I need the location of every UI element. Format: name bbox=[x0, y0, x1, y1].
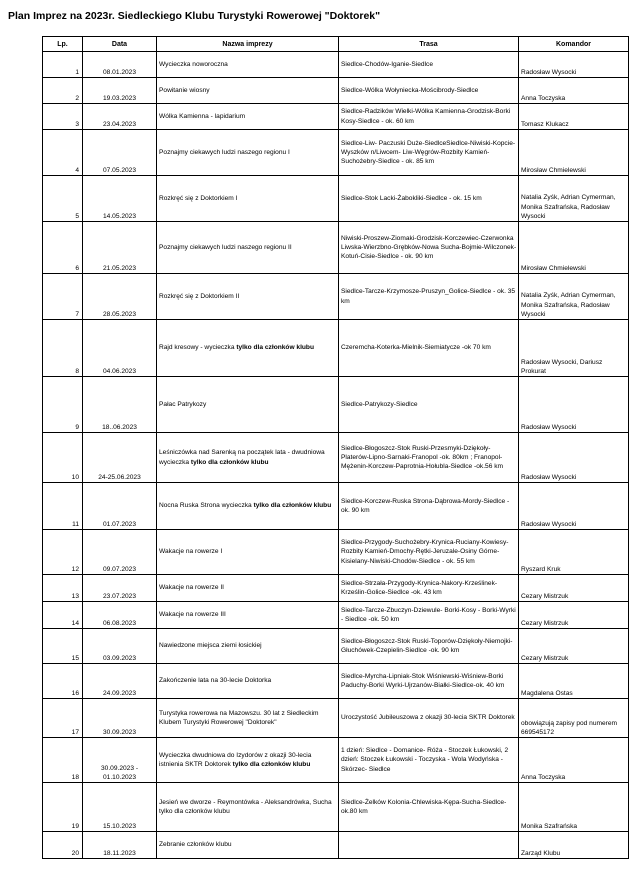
row-name: Jesień we dworze - Reymontówka - Aleksandrówka, Sucha tylko dla członków klubu bbox=[157, 783, 339, 832]
row-lp: 7 bbox=[43, 274, 83, 320]
table-row bbox=[43, 699, 629, 738]
row-lp: 18 bbox=[43, 738, 83, 783]
row-route: Siedlce-Stok Lacki-Żabokliki-Siedlce - ok. 15 km bbox=[339, 176, 519, 222]
row-commander: Anna Toczyska bbox=[519, 78, 629, 104]
row-lp: 2 bbox=[43, 78, 83, 104]
table-row bbox=[43, 52, 629, 78]
row-route: Siedlce-Radzików Wielki-Wólka Kamienna-Grodzisk-Borki Kosy-Siedlce - ok. 60 km bbox=[339, 104, 519, 130]
row-commander: Natalia Zyśk, Adrian Cymerman, Monika Szafrańska, Radosław Wysocki bbox=[519, 274, 629, 320]
header-lp: Lp. bbox=[43, 37, 83, 52]
table-row bbox=[43, 274, 629, 320]
row-lp: 16 bbox=[43, 664, 83, 699]
row-date: 24.09.2023 bbox=[83, 664, 157, 699]
row-name bbox=[157, 483, 339, 530]
row-name: Rozkręć się z Doktorkiem II bbox=[157, 274, 339, 320]
row-date: 01.07.2023 bbox=[83, 483, 157, 530]
row-name: Pałac Patrykozy bbox=[157, 377, 339, 433]
table-row bbox=[43, 738, 629, 783]
row-name: Rozkręć się z Doktorkiem I bbox=[157, 176, 339, 222]
row-date: 06.08.2023 bbox=[83, 602, 157, 629]
members-only-note: tylko dla członków klubu bbox=[232, 761, 311, 768]
row-route: Siedlce-Błogoszcz-Stok Ruski-Przesmyki-Dziękoły-Platerów-Lipno-Sarnaki-Franopol -ok. 80km ; Franopol-Mężenin-Korczew-Paprotnia-Hołubla-Siedlce -ok.56 km bbox=[339, 433, 519, 483]
row-name-text: Rajd kresowy - wycieczka bbox=[159, 344, 237, 352]
row-commander: Natalia Zyśk, Adrian Cymerman, Monika Szafrańska, Radosław Wysocki bbox=[519, 176, 629, 222]
row-date: 09.07.2023 bbox=[83, 530, 157, 575]
row-commander: Radosław Wysocki bbox=[519, 483, 629, 530]
row-date: 14.05.2023 bbox=[83, 176, 157, 222]
row-route: Siedlce-Tarcze-Zbuczyn-Dziewule- Borki-Kosy - Borki-Wyrki - Siedlce -ok. 50 km bbox=[339, 602, 519, 629]
row-commander: Tomasz Klukacz bbox=[519, 104, 629, 130]
row-commander: Cezary Mistrzuk bbox=[519, 629, 629, 664]
row-commander: Ryszard Kruk bbox=[519, 530, 629, 575]
row-name: Wakacje na rowerze III bbox=[157, 602, 339, 629]
table-row bbox=[43, 664, 629, 699]
row-commander: Radosław Wysocki bbox=[519, 52, 629, 78]
table-row bbox=[43, 602, 629, 629]
row-lp: 15 bbox=[43, 629, 83, 664]
members-only-note: tylko dla członków klubu bbox=[190, 458, 269, 466]
row-name: Wakacje na rowerze II bbox=[157, 575, 339, 602]
row-date: 23.07.2023 bbox=[83, 575, 157, 602]
row-commander: Cezary Mistrzuk bbox=[519, 575, 629, 602]
row-route: Siedlce-Żelków Kolonia-Chlewiska-Kępa-Sucha-Siedlce-ok.80 km bbox=[339, 783, 519, 832]
header-route: Trasa bbox=[339, 37, 519, 52]
row-route: Siedlce-Korczew-Ruska Strona-Dąbrowa-Mordy-Siedlce - ok. 90 km bbox=[339, 483, 519, 530]
row-lp: 17 bbox=[43, 699, 83, 738]
row-date: 08.01.2023 bbox=[83, 52, 157, 78]
row-route: Uroczystość Jubileuszowa z okazji 30-lecia SKTR Doktorek bbox=[339, 699, 519, 738]
row-date: 04.06.2023 bbox=[83, 320, 157, 377]
row-lp: 4 bbox=[43, 130, 83, 176]
row-commander: obowiązują zapisy pod numerem 669545172 bbox=[519, 699, 629, 738]
row-date: 28.05.2023 bbox=[83, 274, 157, 320]
row-name: Powitanie wiosny bbox=[157, 78, 339, 104]
row-name-text: Leśniczówka nad Sarenką na początek lata - dwudniowa wycieczka bbox=[159, 449, 325, 466]
table-row bbox=[43, 575, 629, 602]
header-row bbox=[43, 37, 629, 52]
row-route: Siedlce-Patrykozy-Siedlce bbox=[339, 377, 519, 433]
row-lp: 9 bbox=[43, 377, 83, 433]
row-date: 19.03.2023 bbox=[83, 78, 157, 104]
header-commander: Komandor bbox=[519, 37, 629, 52]
members-only-note: tylko dla członków klubu bbox=[253, 502, 332, 510]
row-route: Czeremcha-Koterka-Mielnik-Siemiatycze -ok 70 km bbox=[339, 320, 519, 377]
row-date: 03.09.2023 bbox=[83, 629, 157, 664]
row-date: 15.10.2023 bbox=[83, 783, 157, 832]
row-route: Siedlce-Liw- Paczuski Duże-SiedlceSiedlce-Niwiski-Kopcie- Wyszków n/Liwcem- Liw-Węgrów-Rozbity Kamień- Suchożebry-Siedlce - ok. 85 km bbox=[339, 130, 519, 176]
row-commander: Monika Szafrańska bbox=[519, 783, 629, 832]
row-date: 07.05.2023 bbox=[83, 130, 157, 176]
row-commander: Magdalena Ostas bbox=[519, 664, 629, 699]
row-name-text: Nocna Ruska Strona wycieczka bbox=[159, 502, 254, 510]
row-date: 21.05.2023 bbox=[83, 222, 157, 274]
row-lp: 13 bbox=[43, 575, 83, 602]
row-lp: 19 bbox=[43, 783, 83, 832]
row-lp: 8 bbox=[43, 320, 83, 377]
table-row bbox=[43, 483, 629, 530]
row-commander: Mirosław Chmielewski bbox=[519, 130, 629, 176]
header-date: Data bbox=[83, 37, 157, 52]
row-lp: 1 bbox=[43, 52, 83, 78]
table-row bbox=[43, 104, 629, 130]
row-commander: Mirosław Chmielewski bbox=[519, 222, 629, 274]
table-row bbox=[43, 130, 629, 176]
table-row bbox=[43, 530, 629, 575]
row-date: 30.09.2023 bbox=[83, 699, 157, 738]
row-name-text: Wycieczka dwudniowa do Izydorów z okazji 30-lecia istnienia SKTR Doktorek bbox=[159, 751, 312, 768]
header-name: Nazwa imprezy bbox=[157, 37, 339, 52]
row-route: 1 dzień: Siedlce - Domanice- Róża - Stoczek Łukowski, 2 dzień: Stoczek Łukowski - Toczyska - Wola Wodyńska - Skórzec- Siedlce bbox=[339, 738, 519, 783]
events-table bbox=[42, 36, 629, 859]
row-name bbox=[157, 738, 339, 783]
row-name: Zakończenie lata na 30-lecie Doktorka bbox=[157, 664, 339, 699]
row-commander: Zarząd Klubu bbox=[519, 832, 629, 859]
row-lp: 14 bbox=[43, 602, 83, 629]
row-route: Siedlce-Strzała-Przygody-Krynica-Nakory-Krześlinek-Krześlin-Golice-Siedlce -ok. 43 km bbox=[339, 575, 519, 602]
table-row bbox=[43, 78, 629, 104]
row-commander: Cezary Mistrzuk bbox=[519, 602, 629, 629]
table-row bbox=[43, 433, 629, 483]
row-route: Siedlce-Myrcha-Lipniak-Stok Wiśniewski-Wiśniew-Borki Paduchy-Borki Wyrki-Ujrzanów-Białki-Siedlce-ok. 40 km bbox=[339, 664, 519, 699]
row-name: Wycieczka noworoczna bbox=[157, 52, 339, 78]
row-name: Zebranie członków klubu bbox=[157, 832, 339, 859]
table-row bbox=[43, 222, 629, 274]
table-row bbox=[43, 320, 629, 377]
row-route: Siedlce-Chodów-Iganie-Siedlce bbox=[339, 52, 519, 78]
row-date: 23.04.2023 bbox=[83, 104, 157, 130]
row-lp: 3 bbox=[43, 104, 83, 130]
row-lp: 12 bbox=[43, 530, 83, 575]
row-route: Siedlce-Przygody-Suchożebry-Krynica-Ruciany-Kowiesy-Rozbity Kamień-Dmochy-Rętki-Jeruzale-Osiny Górne-Kisielany-Niwiski-Chodów-Siedlce - ok. 55 km bbox=[339, 530, 519, 575]
table-row bbox=[43, 629, 629, 664]
row-lp: 11 bbox=[43, 483, 83, 530]
row-commander: Anna Toczyska bbox=[519, 738, 629, 783]
row-date: 18.11.2023 bbox=[83, 832, 157, 859]
row-date: 18..06.2023 bbox=[83, 377, 157, 433]
row-name: Nawiedzone miejsca ziemi łosickiej bbox=[157, 629, 339, 664]
row-date: 24-25.06.2023 bbox=[83, 433, 157, 483]
members-only-note: tylko dla członków klubu bbox=[236, 344, 314, 352]
row-name: Poznajmy ciekawych ludzi naszego regionu II bbox=[157, 222, 339, 274]
row-route: Siedlce-Wólka Wołyniecka-Mościbrody-Siedlce bbox=[339, 78, 519, 104]
row-route: Siedlce-Błogoszcz-Stok Ruski-Toporów-Dziękoły-Niemojki-Głuchówek-Czepielin-Siedlce -ok. 90 km bbox=[339, 629, 519, 664]
row-commander: Radosław Wysocki, Dariusz Prokurat bbox=[519, 320, 629, 377]
row-name bbox=[157, 320, 339, 377]
table-row bbox=[43, 783, 629, 832]
row-name bbox=[157, 433, 339, 483]
page-title: Plan Imprez na 2023r. Siedleckiego Klubu Turystyki Rowerowej "Doktorek" bbox=[8, 10, 381, 22]
row-lp: 10 bbox=[43, 433, 83, 483]
row-commander: Radosław Wysocki bbox=[519, 377, 629, 433]
row-route bbox=[339, 832, 519, 859]
row-lp: 5 bbox=[43, 176, 83, 222]
row-route: Niwiski-Proszew-Ziomaki-Grodzisk-Korczewiec-Czerwonka Liwska-Wierzbno-Grębków-Nowa Sucha-Bojmie-Wilczonek-Kotuń-Cisie-Siedlce - ok. 90 km bbox=[339, 222, 519, 274]
row-commander: Radosław Wysocki bbox=[519, 433, 629, 483]
table-row bbox=[43, 377, 629, 433]
row-route: Siedlce-Tarcze-Krzymosze-Pruszyn_Golice-Siedlce - ok. 35 km bbox=[339, 274, 519, 320]
row-name: Wólka Kamienna - lapidarium bbox=[157, 104, 339, 130]
row-date: 30.09.2023 - 01.10.2023 bbox=[83, 738, 157, 783]
row-name: Wakacje na rowerze I bbox=[157, 530, 339, 575]
table-row bbox=[43, 176, 629, 222]
table-row bbox=[43, 832, 629, 859]
row-lp: 6 bbox=[43, 222, 83, 274]
row-name: Turystyka rowerowa na Mazowszu. 30 lat z Siedleckim Klubem Turystyki Rowerowej "Doktorek" bbox=[157, 699, 339, 738]
row-name: Poznajmy ciekawych ludzi naszego regionu I bbox=[157, 130, 339, 176]
row-lp: 20 bbox=[43, 832, 83, 859]
